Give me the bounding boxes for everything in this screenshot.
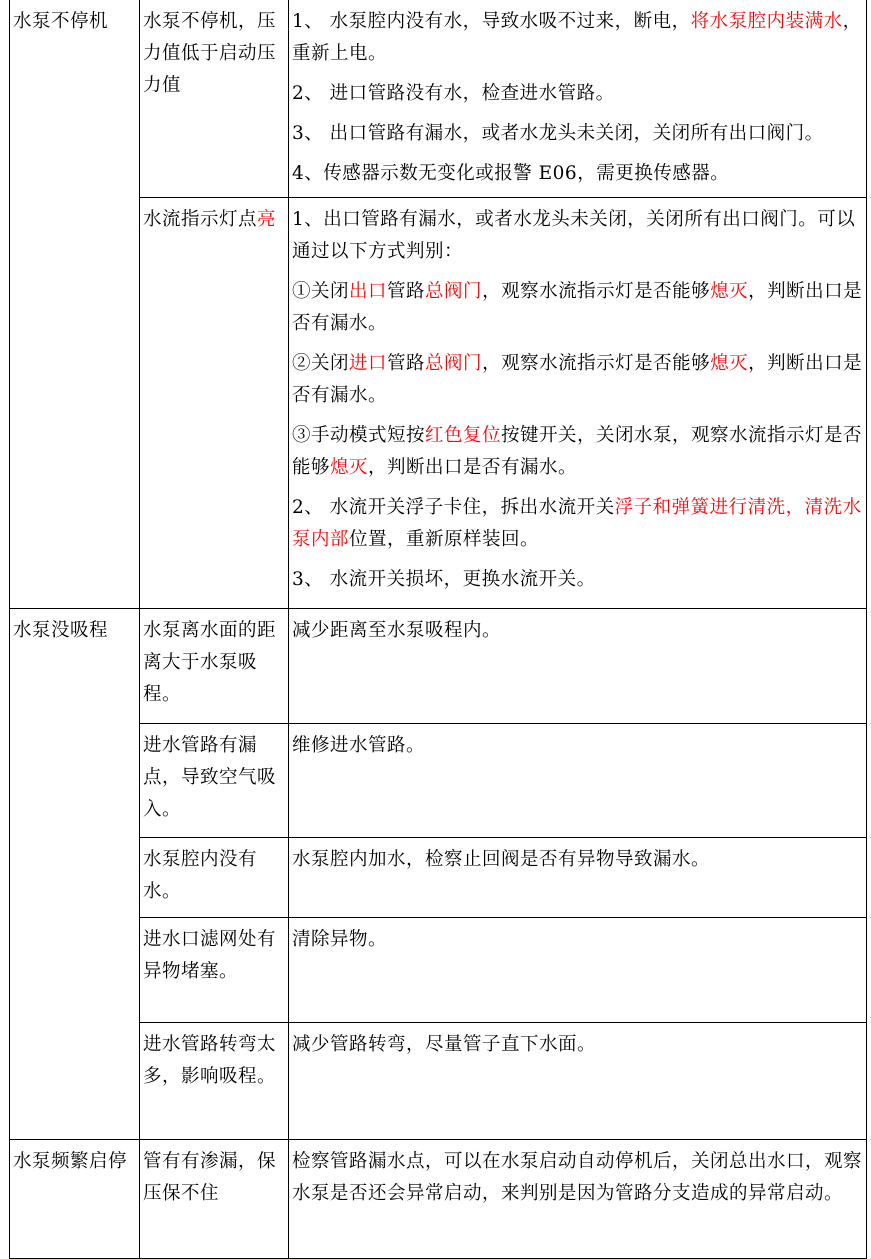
- cause-cell: [140, 918, 289, 1023]
- highlighted-text: 熄灭: [710, 353, 749, 374]
- highlighted-text: 熄灭: [330, 457, 369, 478]
- text-run: 进水管路转弯太多，影响吸程。: [143, 1034, 277, 1087]
- solution-cell: [289, 724, 867, 838]
- solution-paragraph: [292, 615, 864, 647]
- cause-cell: [140, 198, 289, 609]
- solution-cell: [289, 918, 867, 1023]
- text-run: 水泵腔内没有水。: [143, 849, 258, 902]
- solution-paragraph: [292, 6, 864, 70]
- text-run: ①关闭: [292, 281, 350, 302]
- text-run: ，重新上电。: [292, 11, 862, 64]
- text-run: ，判断出口是否有漏水。: [368, 457, 578, 478]
- solution-paragraph: [292, 204, 864, 268]
- table-row: [10, 0, 867, 198]
- solution-paragraph: [292, 564, 864, 596]
- text-run: 2、 进口管路没有水，检查进水管路。: [292, 83, 615, 104]
- text-run: 进水管路有漏点，导致空气吸入。: [143, 735, 277, 820]
- text-run: ③手动模式短按: [292, 425, 426, 446]
- text-run: ，判断出口是否有漏水。: [292, 281, 863, 334]
- solution-cell: [289, 838, 867, 918]
- text-run: 管路: [387, 353, 426, 374]
- document-page: [9, 0, 862, 1233]
- text-run: 2、 水流开关浮子卡住，拆出水流开关: [292, 497, 615, 518]
- text-run: 减少管路转弯，尽量管子直下水面。: [292, 1034, 597, 1055]
- fault-cell: 水泵没吸程: [10, 609, 140, 1140]
- solution-paragraph: [292, 158, 864, 190]
- solution-cell: [289, 198, 867, 609]
- highlighted-text: 进口: [349, 353, 388, 374]
- solution-paragraph: [292, 924, 864, 956]
- text-run: ，观察水流指示灯是否能够: [482, 281, 711, 302]
- solution-paragraph: [292, 844, 864, 876]
- solution-paragraph: [292, 118, 864, 150]
- solution-cell: [289, 1023, 867, 1140]
- text-run: ②关闭: [292, 353, 350, 374]
- solution-paragraph: [292, 78, 864, 110]
- text-run: 清除异物。: [292, 929, 388, 950]
- solution-paragraph: [292, 276, 864, 340]
- text-run: 管路: [387, 281, 426, 302]
- text-run: 检察管路漏水点，可以在水泵启动自动停机后，关闭总出水口，观察水泵是否还会异常启动，来判别是因为管路分支造成的异常启动。: [292, 1151, 863, 1204]
- highlighted-text: 总阀门: [425, 281, 483, 302]
- text-run: 水流指示灯点: [143, 209, 258, 230]
- text-run: 水泵腔内加水，检察止回阀是否有异物导致漏水。: [292, 849, 711, 870]
- text-run: 3、 出口管路有漏水，或者水龙头未关闭，关闭所有出口阀门。: [292, 123, 824, 144]
- cause-cell: [140, 724, 289, 838]
- solution-paragraph: [292, 1029, 864, 1061]
- table-row: [10, 1140, 867, 1259]
- solution-cell: [289, 609, 867, 724]
- solution-paragraph: [292, 348, 864, 412]
- fault-cell: 水泵频繁启停: [10, 1140, 140, 1259]
- cause-cell: [140, 0, 289, 198]
- text-run: 3、 水流开关损坏，更换水流开关。: [292, 569, 596, 590]
- highlighted-text: 亮: [257, 209, 277, 230]
- text-run: 水泵离水面的距离大于水泵吸程。: [143, 620, 277, 705]
- text-run: 进水口滤网处有异物堵塞。: [143, 929, 277, 982]
- cause-cell: [140, 1140, 289, 1259]
- troubleshooting-table: [9, 0, 867, 1259]
- text-run: 管有有渗漏，保压保不住: [143, 1151, 277, 1204]
- solution-paragraph: [292, 492, 864, 556]
- fault-cell: 水泵不停机: [10, 0, 140, 609]
- text-run: 1、 水泵腔内没有水，导致水吸不过来，断电，: [292, 11, 691, 32]
- solution-cell: [289, 1140, 867, 1259]
- text-run: ，观察水流指示灯是否能够: [482, 353, 711, 374]
- solution-paragraph: [292, 730, 864, 762]
- cause-cell: [140, 838, 289, 918]
- text-run: 减少距离至水泵吸程内。: [292, 620, 502, 641]
- solution-paragraph: [292, 420, 864, 484]
- text-run: 4、传感器示数无变化或报警 E06，需更换传感器。: [292, 163, 730, 184]
- text-run: 按键开关，关闭水泵，观察水流指示灯是否能够: [292, 425, 863, 478]
- cause-cell: [140, 1023, 289, 1140]
- highlighted-text: 熄灭: [710, 281, 749, 302]
- highlighted-text: 浮子和弹簧进行清洗，清洗水泵内部: [292, 497, 862, 550]
- highlighted-text: 将水泵腔内装满水: [690, 11, 843, 32]
- troubleshooting-table-body: [10, 0, 867, 1259]
- text-run: 维修进水管路。: [292, 735, 426, 756]
- solution-cell: [289, 0, 867, 198]
- text-run: 1、出口管路有漏水，或者水龙头未关闭，关闭所有出口阀门。可以通过以下方式判别：: [292, 209, 856, 262]
- highlighted-text: 红色复位: [425, 425, 502, 446]
- table-row: [10, 609, 867, 724]
- text-run: 水泵不停机，压力值低于启动压力值: [143, 11, 277, 96]
- solution-paragraph: [292, 1146, 864, 1210]
- text-run: ，判断出口是否有漏水。: [292, 353, 863, 406]
- highlighted-text: 出口: [349, 281, 388, 302]
- highlighted-text: 总阀门: [425, 353, 483, 374]
- cause-cell: [140, 609, 289, 724]
- text-run: 位置，重新原样装回。: [349, 529, 540, 550]
